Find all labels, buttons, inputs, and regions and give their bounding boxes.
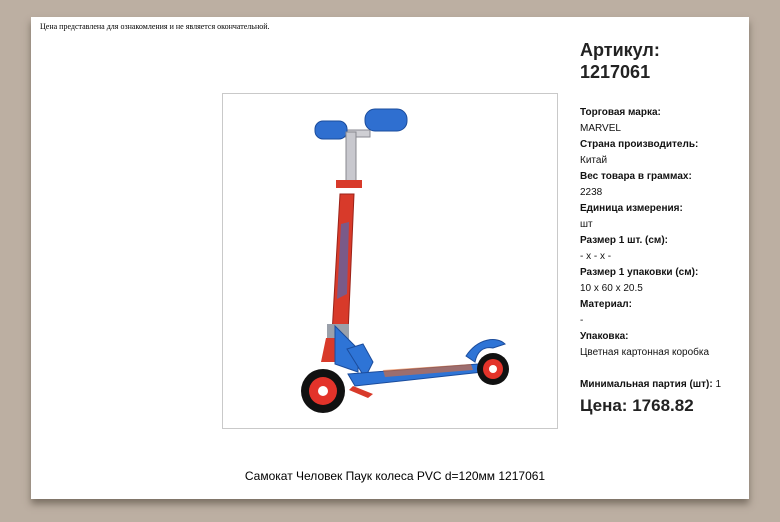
- property-value-country: Китай: [580, 155, 608, 166]
- price: [580, 396, 745, 416]
- property-label-brand: Торговая марка:: [580, 107, 661, 118]
- property-label-material: Материал:: [580, 299, 632, 310]
- property-value-weight: 2238: [580, 187, 603, 198]
- product-title: Самокат Человек Паук колеса PVC d=120мм 1217061: [244, 469, 546, 483]
- product-info: [580, 39, 745, 416]
- property-label-weight: Вес товара в граммах:: [580, 171, 692, 182]
- property-value-package-size: 10 x 60 x 20.5: [580, 283, 643, 294]
- price-value: 1768.82: [632, 396, 694, 415]
- property-value-brand: MARVEL: [580, 123, 621, 134]
- property-label-packaging: Упаковка:: [580, 331, 629, 342]
- property-label-item-size: Размер 1 шт. (см):: [580, 235, 668, 246]
- scooter-image: [223, 94, 557, 428]
- price-notice: Цена представлена для ознакомления и не является окончательной.: [40, 22, 270, 31]
- property-label-unit: Единица измерения:: [580, 203, 683, 214]
- properties-list: [580, 105, 745, 361]
- property-value-material: -: [580, 315, 584, 326]
- property-value-unit: шт: [580, 219, 593, 230]
- property-label-package-size: Размер 1 упаковки (см):: [580, 267, 699, 278]
- property-value-item-size: - x - x -: [580, 251, 612, 262]
- article-label: Артикул:: [580, 40, 660, 60]
- min-order-value: 1: [715, 379, 722, 390]
- product-photo: [222, 93, 558, 429]
- product-sheet: [31, 17, 749, 499]
- price-label: Цена:: [580, 396, 628, 415]
- min-order: [580, 379, 745, 390]
- property-value-packaging: Цветная картонная коробка: [580, 347, 710, 358]
- article-number: 1217061: [580, 62, 651, 82]
- property-label-country: Страна производитель:: [580, 139, 699, 150]
- min-order-label: Минимальная партия (шт):: [580, 379, 713, 390]
